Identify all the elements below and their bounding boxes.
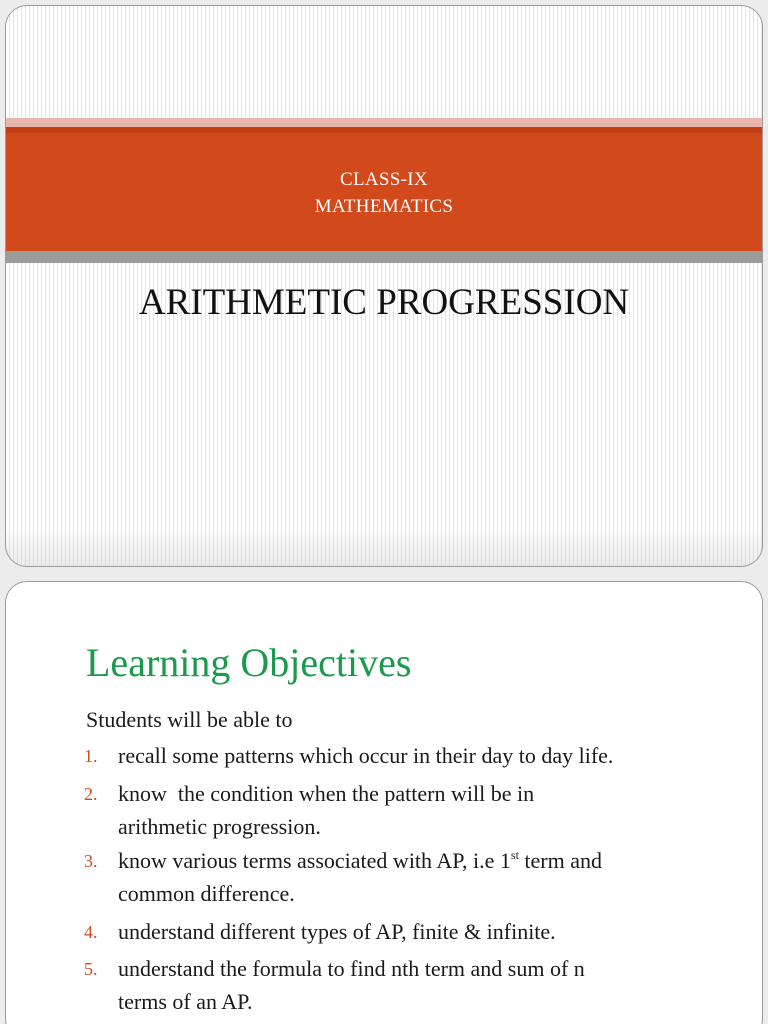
- slide-subtitle: [6, 166, 762, 220]
- objective-line: terms of an AP.: [118, 989, 253, 1014]
- objective-number: 1.: [84, 746, 98, 766]
- ordinal-suffix: st: [510, 848, 519, 862]
- pink-band: [6, 118, 762, 127]
- objective-line: common difference.: [118, 881, 295, 906]
- subtitle-class: CLASS-IX: [340, 169, 428, 190]
- title-slide: [5, 5, 763, 567]
- subtitle-subject: MATHEMATICS: [314, 196, 454, 217]
- objective-text: [118, 777, 738, 843]
- slide-shade: [6, 526, 762, 566]
- objective-line: understand different types of AP, finite & infinite.: [118, 919, 556, 944]
- objective-text: [118, 739, 738, 772]
- objective-line: know various terms associated with AP, i.e 1: [118, 848, 511, 873]
- objective-number: 3.: [84, 851, 98, 871]
- objective-text: [118, 844, 738, 910]
- objective-line-continuation: term and: [518, 848, 603, 873]
- objective-line: recall some patterns which occur in their day to day life.: [118, 743, 614, 768]
- objective-text: [118, 952, 738, 1018]
- objective-number: 2.: [84, 784, 98, 804]
- objective-number: 5.: [84, 959, 98, 979]
- objectives-intro: Students will be able to: [86, 707, 293, 732]
- objective-number: 4.: [84, 922, 98, 942]
- objective-text: [118, 915, 738, 948]
- objective-line: arithmetic progression.: [118, 814, 321, 839]
- objective-line: understand the formula to find nth term and sum of n: [118, 956, 585, 981]
- objectives-title: Learning Objectives: [86, 640, 412, 685]
- objective-line: know the condition when the pattern will be in: [118, 781, 535, 806]
- objectives-slide: [5, 581, 763, 1024]
- slide-title: ARITHMETIC PROGRESSION: [138, 282, 630, 323]
- gray-band: [6, 251, 762, 263]
